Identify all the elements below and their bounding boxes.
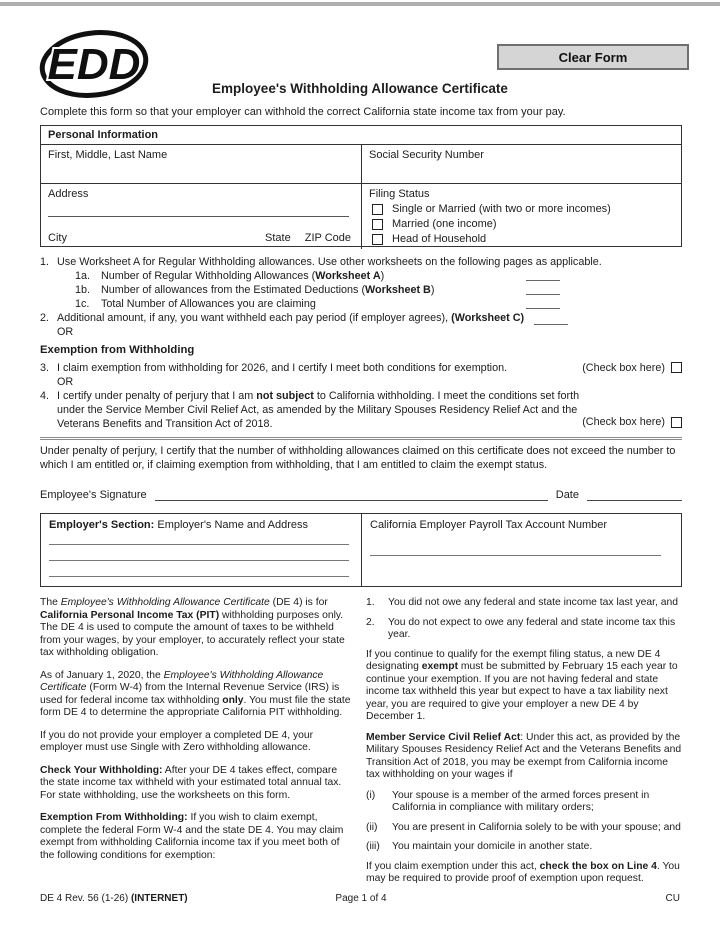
- filing-checkbox-head[interactable]: [372, 234, 383, 245]
- form-intro: Complete this form so that your employer can withhold the correct California state income tax from your pay.: [40, 106, 566, 118]
- signature-row: [40, 488, 682, 501]
- line-4: [40, 389, 682, 431]
- line-3-text: I claim exemption from withholding for 2026, and I certify I meet both conditions for exemption.: [57, 362, 508, 374]
- line-1c-text: Total Number of Allowances you are claiming: [101, 298, 316, 310]
- paragraph: As of January 1, 2020, the Employee's Withholding Allowance Certificate (Form W-4) from the Internal Revenue Service (IRS) is used for federal income tax withholding only. You must file the state form DE 4 to determine the appropriate California PIT withholding.: [40, 669, 351, 718]
- condition-item: [366, 617, 682, 642]
- date-field[interactable]: [587, 488, 682, 501]
- employer-write-line-2[interactable]: [49, 560, 349, 561]
- line-2: [40, 311, 682, 325]
- line-1b-text: Number of allowances from the Estimated Deductions (Worksheet B): [101, 284, 435, 296]
- state-field[interactable]: State: [265, 232, 291, 244]
- footer-revision: DE 4 Rev. 56 (1-26) (INTERNET): [40, 893, 188, 904]
- condition-number: 2.: [366, 616, 375, 628]
- condition-item: [366, 597, 682, 610]
- personal-info-header: Personal Information: [41, 126, 681, 145]
- paragraph: If you claim exemption under this act, check the box on Line 4. You may be required to provide proof of exemption upon request.: [366, 860, 680, 884]
- roman-number: (ii): [366, 821, 378, 833]
- check-box-here-label: (Check box here): [582, 416, 665, 428]
- condition-text: You did not owe any federal and state income tax last year, and: [388, 597, 679, 608]
- clear-form-button[interactable]: Clear Form: [497, 44, 689, 70]
- filing-option-row: [369, 218, 674, 230]
- roman-number: (iii): [366, 841, 380, 852]
- or-label: OR: [57, 326, 74, 338]
- employer-name-address-cell: [41, 514, 361, 586]
- city-field[interactable]: City: [48, 232, 67, 244]
- line-1a-text: Number of Regular Withholding Allowances (Worksheet A): [101, 270, 385, 282]
- filing-option-label: Head of Household: [392, 233, 487, 245]
- filing-status-label: Filing Status: [369, 188, 430, 200]
- employer-section-label: Employer's Section:: [49, 519, 155, 531]
- edd-logo-text: EDD: [47, 40, 141, 89]
- address-label: Address: [48, 188, 89, 200]
- exemption-heading: Exemption from Withholding: [40, 344, 195, 356]
- payroll-account-field[interactable]: [370, 555, 661, 556]
- address-city-cell: [41, 184, 361, 249]
- employer-name-address-label: Employer's Name and Address: [154, 519, 309, 531]
- filing-option-label: Single or Married (with two or more incomes): [392, 203, 611, 215]
- line-number: 4.: [40, 390, 50, 402]
- line-4-text: I certify under penalty of perjury that I am not subject to California withholding. I meet the conditions set forth under the Service Member Civil Relief Act, as amended by the Military Spouses Residency Relief Act and the Veterans Benefits and Transition Act of 2018.: [57, 390, 580, 430]
- roman-item: [366, 790, 682, 815]
- line-number: 2.: [40, 312, 50, 324]
- name-field[interactable]: [41, 145, 361, 183]
- line-1b-entry-field[interactable]: [526, 294, 560, 295]
- employer-section-table: [40, 513, 682, 587]
- signature-field[interactable]: [155, 488, 548, 501]
- signature-label: Employee's Signature: [40, 489, 147, 501]
- line-3-exemption-checkbox[interactable]: [671, 362, 682, 373]
- filing-status-cell: [361, 184, 681, 249]
- allowances-list: [40, 255, 682, 431]
- paragraph: Member Service Civil Relief Act: Under this act, as provided by the Military Spouses Residency Relief Act and the Veterans Benefits and Transition Act of 2018, you may be exempt from California income tax withholding on your wages if: [366, 731, 682, 780]
- line-number: 1.: [40, 256, 50, 268]
- form-title: Employee's Withholding Allowance Certificate: [212, 81, 508, 96]
- form-body: [40, 125, 682, 894]
- roman-item: [366, 822, 682, 835]
- line-1a-entry-field[interactable]: [526, 280, 560, 281]
- payroll-account-label: California Employer Payroll Tax Account Number: [370, 519, 608, 531]
- condition-text: You do not expect to owe any federal and state income tax this year.: [388, 616, 676, 640]
- instructions-right-column: [366, 597, 682, 894]
- check-box-here-label: (Check box here): [582, 362, 665, 374]
- roman-item: [366, 841, 682, 854]
- perjury-statement: Under penalty of perjury, I certify that the number of withholding allowances claimed on this certificate does not exceed the number to which I am entitled or, if claiming exemption from withholding, that I am entitled to claim the exempt status.: [40, 445, 676, 471]
- line-1: [40, 255, 682, 269]
- line-1c-entry-field[interactable]: [526, 308, 560, 309]
- line-1c: [40, 297, 682, 311]
- ssn-label: Social Security Number: [369, 149, 484, 161]
- ssn-field[interactable]: [361, 145, 681, 183]
- paragraph: Exemption From Withholding: If you wish to claim exempt, complete the federal Form W-4 and the state DE 4. You may claim exempt from withholding California income tax if you meet both of the following conditions for exemption:: [40, 812, 344, 861]
- filing-option-row: [369, 233, 674, 245]
- roman-text: You maintain your domicile in another state.: [392, 841, 593, 852]
- line-number: 1c.: [75, 298, 90, 310]
- line-1b: [40, 283, 682, 297]
- line-2-entry-field[interactable]: [534, 311, 568, 325]
- instructions: [40, 597, 682, 894]
- roman-text: You are present in California solely to be with your spouse; and: [392, 821, 681, 833]
- line-2-text: Additional amount, if any, you want withheld each pay period (if employer agrees), (Worksheet C): [57, 312, 525, 324]
- condition-number: 1.: [366, 597, 375, 608]
- date-label: Date: [555, 489, 579, 501]
- zip-field[interactable]: ZIP Code: [304, 232, 351, 244]
- line-number: 1b.: [75, 284, 91, 296]
- line-4-exemption-checkbox[interactable]: [671, 417, 682, 428]
- scan-edge-strip: [0, 2, 720, 6]
- line-3: [40, 361, 682, 375]
- line-number: 3.: [40, 362, 50, 374]
- line-number: 1a.: [75, 270, 91, 282]
- footer-cu-code: CU: [665, 893, 680, 904]
- filing-checkbox-single[interactable]: [372, 204, 383, 215]
- page-footer: [40, 893, 682, 904]
- filing-checkbox-married[interactable]: [372, 219, 383, 230]
- filing-option-row: [369, 203, 674, 215]
- footer-page-number: Page 1 of 4: [335, 893, 387, 904]
- or-label: OR: [57, 376, 74, 388]
- roman-text: Your spouse is a member of the armed forces present in California in compliance with military orders;: [392, 789, 650, 813]
- filing-option-label: Married (one income): [392, 218, 497, 230]
- payroll-account-cell: [361, 514, 681, 586]
- instructions-left-column: [40, 597, 353, 894]
- personal-info-table: [40, 125, 682, 247]
- paragraph: The Employee's Withholding Allowance Certificate (DE 4) is for California Personal Income Tax (PIT) withholding purposes only. The DE 4 is used to compute the amount of taxes to be withheld from your wages, by your employer, to accurately reflect your state tax withholding obligation.: [40, 597, 345, 658]
- line-1-text: Use Worksheet A for Regular Withholding allowances. Use other worksheets on the following pages as applicable.: [57, 256, 602, 268]
- employer-write-line-3[interactable]: [49, 576, 349, 577]
- roman-number: (i): [366, 789, 376, 801]
- line-1a: [40, 269, 682, 283]
- section-divider: [40, 437, 682, 440]
- paragraph: If you do not provide your employer a completed DE 4, your employer must use Single with Zero withholding allowance.: [40, 729, 314, 753]
- paragraph: Check Your Withholding: After your DE 4 takes effect, compare the state income tax withheld with your estimated total annual tax. For state withholding, use the worksheets on this form.: [40, 764, 342, 801]
- employer-write-line-1[interactable]: [49, 544, 349, 545]
- address-field[interactable]: [48, 216, 349, 217]
- name-label: First, Middle, Last Name: [48, 149, 168, 161]
- paragraph: If you continue to qualify for the exempt filing status, a new DE 4 designating exempt must be submitted by February 15 each year to continue your exemption. If you are not having federal and state income tax withheld this year but expect to have a tax liability next year, you are required to give your employer a new DE 4 by December 1.: [366, 648, 678, 722]
